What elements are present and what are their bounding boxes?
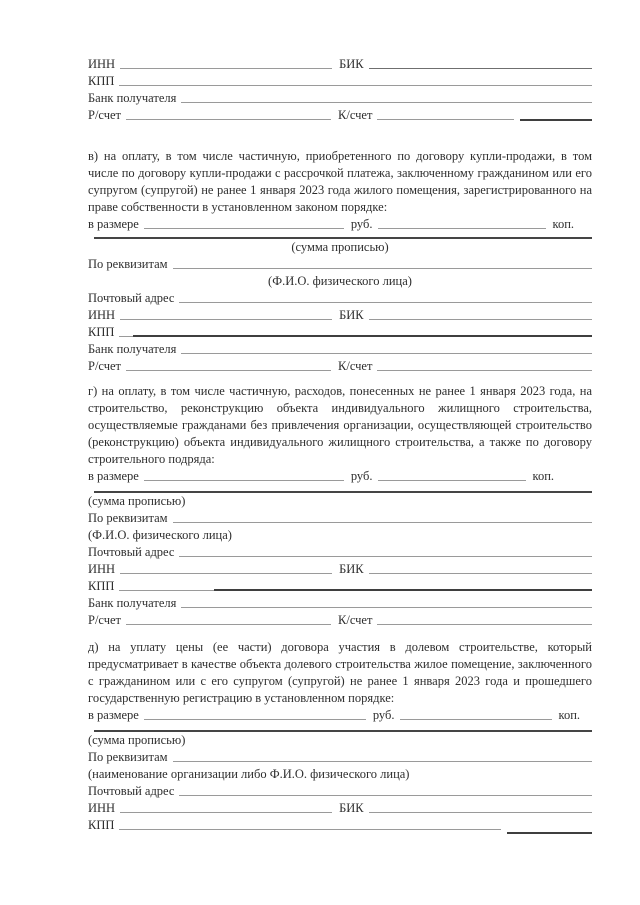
r-account-field-line (126, 116, 331, 120)
kpp-label: КПП (88, 325, 115, 339)
amount-label: в размере (88, 708, 139, 722)
amount-kop-line (400, 716, 552, 720)
r-account-label: Р/счет (88, 613, 122, 627)
k-account-label: К/счет (338, 108, 373, 122)
kpp-label: КПП (88, 74, 115, 88)
postal-address-label: Почтовый адрес (88, 545, 175, 559)
amount-label: в размере (88, 469, 139, 483)
kpp-label: КПП (88, 579, 115, 593)
paragraph-item-v: в) на оплату, в том числе частичную, приобретенного по договору купли-продажи, в том числе по договору купли-продажи с рассрочкой платежа, заключенному гражданином или его супругом (супругой) не ранее 1 января 2023 года жилого помещения, зарегистрированного на праве собственности в установленном законом порядке: (88, 149, 592, 214)
field-row-postal-address (88, 544, 592, 561)
bik-label: БИК (339, 562, 364, 576)
field-row-inn-bik (88, 561, 592, 578)
field-row-by-requisites (88, 256, 592, 273)
bik-field-line (369, 65, 592, 69)
bik-label: БИК (339, 308, 364, 322)
field-row-inn-bik (88, 307, 592, 324)
kpp-field-line-dark (214, 586, 592, 591)
bik-field-line (369, 570, 592, 574)
requisites-block-v (88, 237, 592, 375)
field-row-inn-bik (88, 800, 592, 817)
k-account-label: К/счет (338, 359, 373, 373)
field-row-accounts (88, 107, 592, 124)
k-account-field-line-dark-segment (520, 116, 592, 121)
field-row-kpp (88, 324, 592, 341)
org-or-fio-caption: (наименование организации либо Ф.И.О. физического лица) (88, 767, 410, 781)
amount-rub-line (144, 225, 344, 229)
inn-label: ИНН (88, 57, 116, 71)
amount-row-v (88, 216, 592, 233)
inn-field-line (120, 809, 332, 813)
postal-address-field-line (179, 553, 592, 557)
postal-address-field-line (179, 299, 592, 303)
field-row-accounts (88, 358, 592, 375)
bik-label: БИК (339, 801, 364, 815)
bank-label: Банк получателя (88, 91, 177, 105)
bank-label: Банк получателя (88, 596, 177, 610)
postal-address-label: Почтовый адрес (88, 291, 175, 305)
requisites-block-g (88, 491, 592, 629)
kop-label: коп. (558, 708, 581, 722)
field-row-by-requisites (88, 510, 592, 527)
kpp-field-line-dark (133, 332, 592, 337)
bank-field-line (181, 604, 592, 608)
kpp-field-line (119, 82, 592, 86)
kop-label: коп. (552, 217, 575, 231)
inn-label: ИНН (88, 801, 116, 815)
bik-label: БИК (339, 57, 364, 71)
fio-caption: (Ф.И.О. физического лица) (268, 274, 412, 288)
kpp-field-line (119, 333, 133, 337)
k-account-field-line (377, 621, 592, 625)
field-row-bank (88, 595, 592, 612)
r-account-label: Р/счет (88, 108, 122, 122)
rub-label: руб. (350, 217, 373, 231)
inn-field-line (120, 65, 332, 69)
sum-in-words-caption: (сумма прописью) (88, 494, 186, 508)
field-row-kpp (88, 578, 592, 595)
paragraph-item-d: д) на уплату цены (ее части) договора участия в долевом строительстве, который предусматривает в качестве объекта долевого строительства жилое помещение, заключенного с гражданином или с его супругом (супругой) не ранее 1 января 2023 года и прошедшего государственную регистрацию в установленном порядке: (88, 640, 592, 705)
field-row-kpp (88, 73, 592, 90)
field-row-inn-bik (88, 56, 592, 73)
field-row-postal-address (88, 783, 592, 800)
requisites-block-top (88, 56, 592, 124)
field-row-kpp (88, 817, 592, 834)
kop-label: коп. (532, 469, 555, 483)
amount-row-d (88, 707, 592, 724)
amount-label: в размере (88, 217, 139, 231)
kpp-field-line (119, 587, 214, 591)
bik-field-line (369, 316, 592, 320)
by-requisites-field-line (173, 265, 592, 269)
field-row-bank (88, 341, 592, 358)
postal-address-field-line (179, 792, 592, 796)
amount-row-g (88, 468, 592, 485)
paragraph-item-g: г) на оплату, в том числе частичную, расходов, понесенных не ранее 1 января 2023 года, на строительство, реконструкцию объекта индивидуального жилищного строительства, осуществляемые гражданами без привлечения организации, осуществляющей строительство (реконструкцию) объекта индивидуального жилищного строительства, а также по договору строительного подряда: (88, 384, 592, 466)
field-row-by-requisites (88, 749, 592, 766)
field-row-postal-address (88, 290, 592, 307)
k-account-label: К/счет (338, 613, 373, 627)
r-account-field-line (126, 621, 331, 625)
by-requisites-field-line (173, 758, 592, 762)
sum-in-words-caption: (сумма прописью) (291, 240, 389, 254)
amount-rub-line (144, 477, 344, 481)
by-requisites-field-line (173, 519, 592, 523)
fio-caption: (Ф.И.О. физического лица) (88, 528, 232, 542)
r-account-field-line (126, 367, 331, 371)
sum-in-words-caption: (сумма прописью) (88, 733, 186, 747)
postal-address-label: Почтовый адрес (88, 784, 175, 798)
kpp-label: КПП (88, 818, 115, 832)
requisites-block-d (88, 730, 592, 834)
inn-field-line (120, 316, 332, 320)
rub-label: руб. (372, 708, 395, 722)
by-requisites-label: По реквизитам (88, 257, 168, 271)
bank-field-line (181, 99, 592, 103)
bik-field-line (369, 809, 592, 813)
r-account-label: Р/счет (88, 359, 122, 373)
k-account-field-line (377, 367, 592, 371)
amount-kop-line (378, 477, 526, 481)
rub-label: руб. (350, 469, 373, 483)
bank-label: Банк получателя (88, 342, 177, 356)
kpp-field-line (119, 826, 501, 830)
inn-label: ИНН (88, 562, 116, 576)
inn-field-line (120, 570, 332, 574)
by-requisites-label: По реквизитам (88, 511, 168, 525)
inn-label: ИНН (88, 308, 116, 322)
kpp-field-line-dark-segment (507, 829, 592, 834)
amount-kop-line (378, 225, 546, 229)
bank-field-line (181, 350, 592, 354)
amount-rub-line (144, 716, 366, 720)
k-account-field-line (377, 116, 514, 120)
by-requisites-label: По реквизитам (88, 750, 168, 764)
field-row-bank (88, 90, 592, 107)
field-row-accounts (88, 612, 592, 629)
